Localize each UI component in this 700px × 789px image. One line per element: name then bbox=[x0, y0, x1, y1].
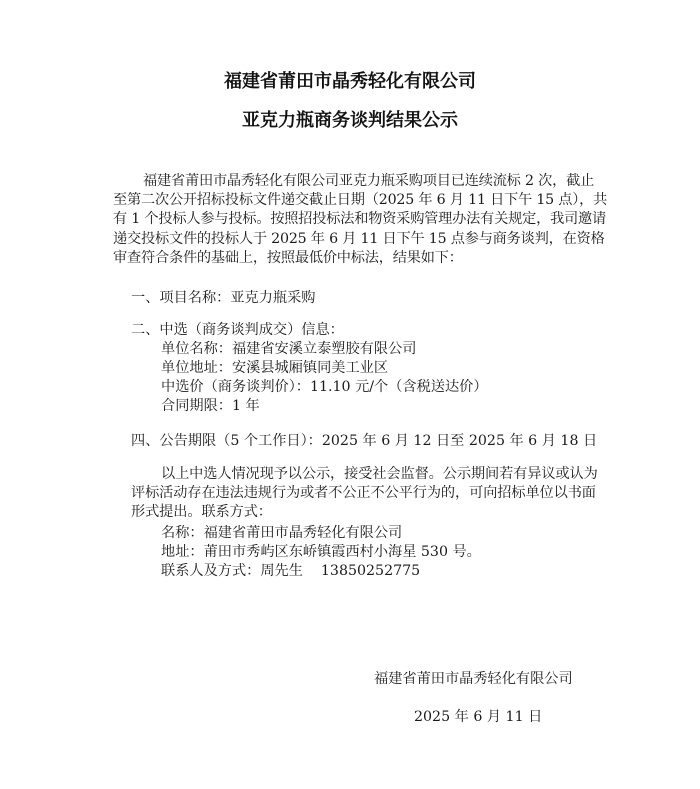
contact-person: 联系人及方式：周先生 bbox=[161, 563, 303, 579]
document-title: 亚克力瓶商务谈判结果公示 bbox=[242, 110, 458, 131]
winner-info-heading: 二、中选（商务谈判成交）信息： bbox=[131, 322, 344, 338]
winner-unit-name: 单位名称：福建省安溪立泰塑胶有限公司 bbox=[161, 341, 417, 357]
contact-name: 名称：福建省莆田市晶秀轻化有限公司 bbox=[161, 525, 403, 541]
contact-person-line bbox=[161, 560, 420, 580]
announcement-period: 四、公告期限（5 个工作日）：2025 年 6 月 12 日至 2025 年 6 月 18 日 bbox=[131, 433, 598, 449]
contact-address: 地址：莆田市秀屿区东峤镇霞西村小海星 530 号。 bbox=[161, 544, 481, 560]
contact-phone: 13850252775 bbox=[320, 563, 421, 579]
intro-paragraph: 福建省莆田市晶秀轻化有限公司亚克力瓶采购项目已连续流标 2 次，截止至第二次公开招标投标文件递交截止日期（2025 年 6 月 11 日下午 15 点），共有 1 个投标人参与投标。按照招投标法和物资采购管理办法有关规定，我司邀请递交投标文件的投标人于 2025 年 6 月 11 日下午 15 点参与商务谈判，在资格审查符合条件的基础上，按照最低价中标法，结果如下： bbox=[113, 173, 608, 266]
project-name-line: 一、项目名称：亚克力瓶采购 bbox=[131, 290, 316, 306]
signature-company: 福建省莆田市晶秀轻化有限公司 bbox=[374, 671, 573, 687]
winner-price: 中选价（商务谈判价）：11.10 元/个（含税送达价） bbox=[161, 379, 488, 395]
winner-unit-address: 单位地址：安溪县城厢镇同美工业区 bbox=[161, 360, 389, 376]
signature-date: 2025 年 6 月 11 日 bbox=[414, 709, 543, 725]
contract-term: 合同期限：1 年 bbox=[161, 398, 260, 414]
supervision-notice: 以上中选人情况现予以公示，接受社会监督。公示期间若有异议或认为评标活动存在违法违规行为或者不公正不公平行为的，可向招标单位以书面形式提出。联系方式： bbox=[131, 466, 598, 521]
company-heading: 福建省莆田市晶秀轻化有限公司 bbox=[224, 71, 476, 92]
